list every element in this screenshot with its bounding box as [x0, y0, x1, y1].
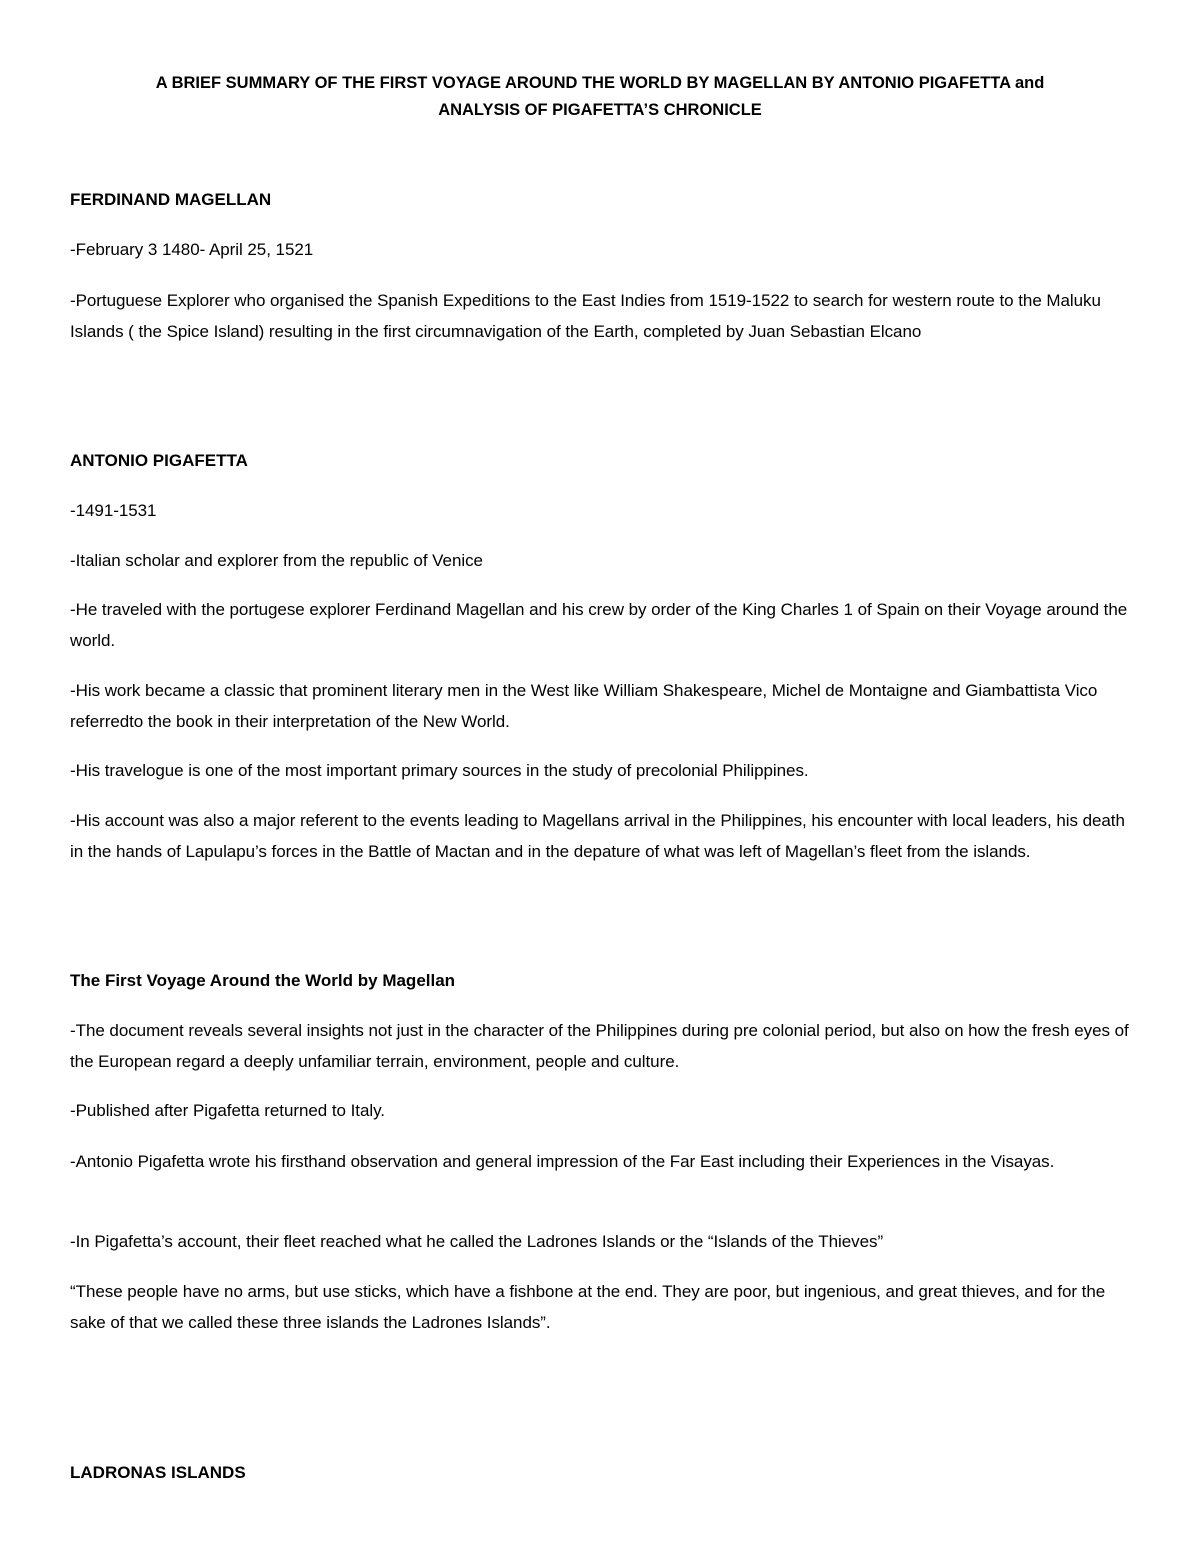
voyage-paragraph-1: -The document reveals several insights not just in the character of the Philippines during pre colonial period, but also on how the fresh eyes of the European regard a deeply unfamiliar terrain, environment, people and culture.: [70, 1021, 1129, 1071]
pigafetta-paragraph-1: -Italian scholar and explorer from the republic of Venice: [70, 551, 483, 570]
pigafetta-paragraph-3: -His work became a classic that prominent literary men in the West like William Shakespeare, Michel de Montaigne and Giambattista Vico referredto the book in their interpretation of the New World.: [70, 681, 1098, 731]
magellan-bio: -Portuguese Explorer who organised the Spanish Expeditions to the East Indies from 1519-1522 to search for western route to the Maluku Islands ( the Spice Island) resulting in the first circumnavigation of the Earth, completed by Juan Sebastian Elcano: [70, 291, 1101, 341]
heading-antonio-pigafetta: ANTONIO PIGAFETTA: [70, 451, 248, 470]
magellan-dates: -February 3 1480- April 25, 1521: [70, 240, 314, 259]
heading-first-voyage: The First Voyage Around the World by Magellan: [70, 971, 456, 990]
document-title-line-1: A BRIEF SUMMARY OF THE FIRST VOYAGE AROUND THE WORLD BY MAGELLAN BY ANTONIO PIGAFETTA and: [155, 74, 1045, 92]
pigafetta-paragraph-5: -His account was also a major referent to the events leading to Magellans arrival in the Philippines, his encounter with local leaders, his death in the hands of Lapulapu’s forces in the Battle of Mactan and in the depature of what was left of Magellan’s fleet from the islands.: [70, 811, 1125, 861]
voyage-paragraph-2: -Published after Pigafetta returned to Italy.: [70, 1101, 385, 1120]
pigafetta-paragraph-2: -He traveled with the portugese explorer Ferdinand Magellan and his crew by order of the King Charles 1 of Spain on their Voyage around the world.: [70, 600, 1128, 650]
voyage-paragraph-4: -In Pigafetta’s account, their fleet reached what he called the Ladrones Islands or the “Islands of the Thieves”: [70, 1232, 884, 1251]
heading-ferdinand-magellan: FERDINAND MAGELLAN: [70, 190, 272, 209]
pigafetta-paragraph-4: -His travelogue is one of the most important primary sources in the study of precolonial Philippines.: [70, 761, 809, 780]
heading-ladronas-islands: LADRONAS ISLANDS: [70, 1463, 246, 1482]
document-title-line-2: ANALYSIS OF PIGAFETTA’S CHRONICLE: [438, 101, 762, 119]
voyage-quote: “These people have no arms, but use sticks, which have a fishbone at the end. They are poor, but ingenious, and great thieves, and for the sake of that we called these three islands the Ladrones Islands”.: [70, 1282, 1106, 1332]
pigafetta-dates: -1491-1531: [70, 501, 157, 520]
voyage-paragraph-3: -Antonio Pigafetta wrote his firsthand observation and general impression of the Far East including their Experiences in the Visayas.: [70, 1152, 1055, 1171]
